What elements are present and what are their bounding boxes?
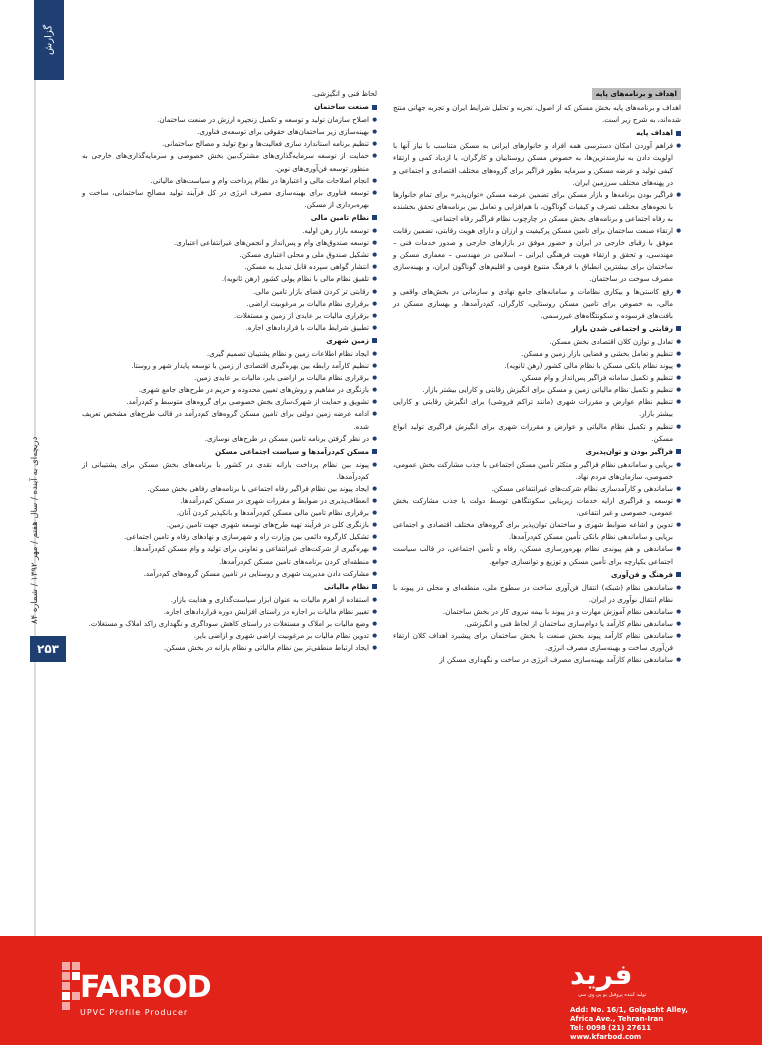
list-item: ● تنظیم و تکمیل نظام مالیاتی زمین و مسکن برای انگیزش رقابتی و کارایی بیشتر بازار. [393,384,681,396]
list-item: ● انجام اصلاحات مالی و اعتبارها در نظام پرداخت وام و سیاست‌های مالیاتی. [82,175,377,187]
list-item: ● استفاده از اهرم مالیات به عنوان ابزار سیاست‌گذاری و هدایت بازار. [82,594,377,606]
box-heading: اهداف و برنامه‌های پایه [592,88,681,100]
address-line: Tel: 0098 (21) 27611 [570,1024,652,1032]
list-item: ● ساماندهی نظام کارآمد بهینه‌سازی مصرف انرژی در ساخت و نگهداری مسکن از [393,654,681,666]
square-bullet-icon [372,584,377,589]
section-heading: زمین شهری [82,335,377,347]
square-bullet-icon [372,105,377,110]
right-column [393,88,681,666]
list-item: ● تنظیم و تکمیل نظام مالیاتی و عوارض و مقررات شهری برای انگیزش فراگیری تولید انواع مسکن. [393,421,681,445]
section-heading: رقابتی و اجتماعی شدن بازار [393,323,681,335]
magazine-issue-label: دریچه‌ای به آینده / سال هفتم / مهر ۱۳۹۲ / شماره ۸۴ [30,436,40,624]
list-item: ● توسعه فناوری برای بهینه‌سازی مصرف انرژی در کل فرآیند تولید مصالح ساختمانی، ساخت و بهره‌برداری از مسکن. [82,187,377,211]
list-item: ● ایجاد ارتباط منطقی‌تر بین نظام مالیاتی و نظام یارانه در بخش مسکن. [82,642,377,654]
list-item: ● تشکیل کارگروه دائمی بین وزارت راه و شهرسازی و نهادهای رفاه و تامین اجتماعی. [82,531,377,543]
list-item: ● پیوند نظام بانکی مسکن با نظام مالی کشور (رهن ثانویه). [393,360,681,372]
list-item: ● تنظیم و تکمیل سامانه فراگیر پس‌انداز و وام مسکن. [393,372,681,384]
list-item: ● تغییر نظام مالیات بر اجاره در راستای افزایش دوره قراردادهای اجاره. [82,606,377,618]
brand-name-latin: FARBOD [80,970,211,1005]
list-item: ● تنظیم کارآمد رابطه بین بهره‌گیری اقتصادی از زمین با توسعه پایدار شهر و روستا. [82,360,377,372]
list-item: ● برپایی و ساماندهی نظام فراگیر و متکثر تأمین مسکن اجتماعی با جذب مشارکت بخش عمومی، خصوصی، سازمان‌های مردم نهاد. [393,459,681,483]
left-column [82,88,377,654]
section-heading: فراگیر بودن و توان‌پذیری [393,446,681,458]
section-heading: نظام مالیاتی [82,581,377,593]
address-line: Africa Ave., Tehran-Iran [570,1015,664,1023]
brand-name-persian: فرید [570,958,633,991]
list-item: ● ساماندهی نظام کارآمد یا دوام‌سازی ساختمان از لحاظ فنی و انگیزشی. [393,618,681,630]
list-item: ● توسعه بازار رهن اولیه. [82,225,377,237]
list-item: ● اصلاح سازمان تولید و توسعه و تکمیل زنجیره ارزش در صنعت ساختمان. [82,114,377,126]
list-item: ● بهینه‌سازی زیر ساختمان‌های حقوقی برای توسعه‌ی فناوری. [82,126,377,138]
list-item: ● برقراری مالیات بر عایدی از زمین و مستغلات. [82,310,377,322]
section-heading: مسکن کم‌درآمدها و سیاست اجتماعی مسکن [82,446,377,458]
list-item: ● بازنگری کلی در فرآیند تهیه طرح‌های توسعه شهری جهت تامین زمین. [82,519,377,531]
list-item: ● انعطاف‌پذیری در ضوابط و مقررات شهری در مسکن کم‌درآمدها. [82,495,377,507]
list-item: ● رقابتی تر کردن فضای بازار تامین مالی. [82,286,377,298]
section-heading: اهداف پایه [393,127,681,139]
list-item: ● بهره‌گیری از شرکت‌های غیرانتفاعی و تعاونی برای تولید و وام مسکن کم‌درآمدها. [82,543,377,555]
list-item: ● برقراری نظام تامین مالی مسکن کم‌درآمدها و بانکپذیر کردن آنان. [82,507,377,519]
list-item: ● تنظیم برنامه استاندارد سازی فعالیت‌ها و نوع تولید و مصالح ساختمانی. [82,138,377,150]
list-item: ● مشارکت دادن مدیریت شهری و روستایی در تامین مسکن گروه‌های کم‌درآمد. [82,568,377,580]
list-item: ● تنظیم نظام عوارض و مقررات شهری (مانند تراکم فروشی) برای انگیزش رقابتی و کارایی بیشتر بازار. [393,396,681,420]
brand-tagline-persian: تولید کننده پروفیل یو پی وی سی [578,992,647,998]
section-heading: صنعت ساختمان [82,101,377,113]
continued-text: لحاظ فنی و انگیزشی. [311,89,377,98]
list-item: ● تدوین نظام مالیات بر مرغوبیت اراضی شهری و اراضی بایر. [82,630,377,642]
square-bullet-icon [372,338,377,343]
list-item: ● فراگیر بودن برنامه‌ها و بازار مسکن برای تضمین عرضه مسکن «توان‌پذیر» برای تمام خانوارها با نحوه‌های مختلف تصرف و کیفیات گوناگون، با هم‌افزایی و تعامل بین برنامه‌های تحقق بخشنده به رفاه اجتماعی و برنامه‌های بخش مسکن در چارچوب نظام فراگیر رفاه اجتماعی. [393,189,681,225]
list-item: ● برقراری نظام مالیات بر مرغوبیت اراضی. [82,298,377,310]
square-bullet-icon [372,215,377,220]
list-item: ● ارتقاء صنعت ساختمان برای تامین مسکن پرکیفیت و ارزان و دارای هویت رقابتی، تضمین رقابت موفق با رقبای خارجی در ایران و حضور موفق در بازارهای خارجی و صدور خدمات فنی – مهندسی، و تحقق و ارتقاء هویت فرهنگی ایرانی – اسلامی در مهندسی – معماری مسکن و ساختمان برای بیشترین انطباق با فرهنگ متنوع قومی و اقلیم‌های گوناگون ایران، و بهینه‌سازی مصرف سوخت در ساختمان. [393,225,681,285]
brand-tagline: UPVC Profile Producer [80,1008,189,1017]
square-bullet-icon [676,131,681,136]
list-item: ● تعادل و توازن کلان اقتصادی بخش مسکن. [393,336,681,348]
list-item: ● منطقه‌ای کردن برنامه‌های تامین مسکن کم‌درآمدها. [82,556,377,568]
list-item: ● ایجاد نظام اطلاعات زمین و نظام پشتیبان تصمیم گیری. [82,348,377,360]
square-bullet-icon [676,326,681,331]
section-heading: فرهنگ و فن‌آوری [393,569,681,581]
list-item: ● تشکیل صندوق ملی و محلی اعتباری مسکن. [82,249,377,261]
section-tab: گزارش [34,0,64,80]
company-address [570,1006,688,1042]
list-item: ● تدوین و اشاعه ضوابط شهری و ساختمان توان‌پذیر برای گروه‌های مختلف اقتصادی و اجتماعی برپایی و ساماندهی نظام بانکی تأمین مسکن کم‌درآمدها. [393,519,681,543]
section-heading: نظام تامین مالی [82,212,377,224]
list-item: ● رفع کاستی‌ها و بیکاری نظامات و سامانه‌های جامع نهادی و سازمانی در بخش‌های واقعی و مالی، به خصوص برای تامین مسکن روستایی، کارگران، کم‌درآمدها، و بهسازی مسکن در بافت‌های فرسوده و سکونتگاه‌های غیررسمی. [393,286,681,322]
list-item: ● توسعه صندوق‌های وام و پس‌انداز و انجمن‌های غیرانتفاعی اعتباری. [82,237,377,249]
list-item: ● ایجاد پیوند بین نظام فراگیر رفاه اجتماعی با برنامه‌های رفاهی بخش مسکن. [82,483,377,495]
list-item: ● تشویق و حمایت از شهرک‌سازی بخش خصوصی برای گروه‌های متوسط و کم‌درآمد. [82,396,377,408]
square-bullet-icon [676,449,681,454]
list-item: ● ساماندهی و هم پیوندی نظام بهره‌ورسازی مسکن، رفاه و تأمین اجتماعی، در قالب سیاست اجتماعی یکپارچه برای تأمین مسکن و توزیع و توانسازی جوامع. [393,543,681,567]
list-item: ● حمایت از توسعه سرمایه‌گذاری‌های مشترک‌بین بخش خصوصی و سرمایه‌گذاری‌های خارجی به منظور توسعه فن‌آوری‌های نوین. [82,150,377,174]
list-item: ● پیوند بین نظام پرداخت یارانه نقدی در کشور با برنامه‌های بخش مسکن برای پشتیبانی از کم‌درآمدها. [82,459,377,483]
list-item: ● فراهم آوردن امکان دسترسی همه افراد و خانوارهای ایرانی به مسکن متناسب با نیاز آنها با اولویت دادن به نیازمندترین‌ها، به خصوص مسکن روستاییان و کارگران، با ازدیاد کمی و ارتقاء کیفی تولید و عرضه مسکن و سرمایه بطور فراگیر برای گروه‌های مختلف اقتصادی و اجتماعی و در پهنه‌های مختلف سرزمین ایران. [393,140,681,188]
list-item: ● ساماندهی و کارآمدسازی نظام شرکت‌های غیرانتفاعی مسکن. [393,483,681,495]
list-item: ● ساماندهی نظام (شبکه) انتقال فن‌آوری ساخت در سطوح ملی، منطقه‌ای و محلی در پیوند با نظام انتقال نوآوری در ایران. [393,582,681,606]
list-item: ● تنظیم و تعامل بخشی و فضایی بازار زمین و مسکن. [393,348,681,360]
square-bullet-icon [372,449,377,454]
list-item: ● انتشار گواهی سپرده قابل تبدیل به مسکن. [82,261,377,273]
list-item: ● ادامه عرضه زمین دولتی برای تامین مسکن گروه‌های کم‌درآمد در قالب طرح‌های مشخص تعریف شده. [82,408,377,432]
list-item: ● توسعه و فراگیری ارایه خدمات زیربنایی سکونتگاهی توسط دولت با جذب مشارکت بخش عمومی، خصوصی و غیر انتفاعی. [393,495,681,519]
list-item: ● برقراری نظام مالیات بر اراضی بایر، مالیات بر عایدی زمین. [82,372,377,384]
page-number: ۲۵۳ [30,636,66,662]
list-item: ● بازنگری در مفاهیم و روش‌های تعیین محدوده و حریم در طرح‌های جامع شهری. [82,384,377,396]
list-item: ● وضع مالیات بر املاک و مستغلات در راستای کاهش سوداگری و نگهداری راکد املاک و مستغلات. [82,618,377,630]
address-line: Add: No. 16/1, Golgasht Alley, [570,1006,688,1014]
website-link[interactable]: www.kfarbod.com [570,1033,642,1041]
footer-advertisement [0,936,762,1045]
square-bullet-icon [676,572,681,577]
list-item: ● تطبیق شرایط مالیات با قراردادهای اجاره. [82,322,377,334]
list-item: ● ساماندهی نظام کارآمد پیوند بخش صنعت با بخش ساختمان برای پیشبرد اهداف کلان ارتقاء فن‌آوری ساخت و بهینه‌سازی مصرف انرژی. [393,630,681,654]
list-item: ● تلفیق نظام مالی با نظام پولی کشور (رهن ثانویه). [82,273,377,285]
intro-paragraph: اهداف و برنامه‌های پایه بخش مسکن که از اصول، تجربه و تحلیل شرایط ایران و تجربه جهانی منتج شده‌اند، به شرح زیر است. [393,103,681,125]
list-item: ● ساماندهی نظام آموزش مهارت و در پیوند با بیمه نیروی کار در بخش ساختمان. [393,606,681,618]
list-item: ● در نظر گرفتن برنامه تامین مسکن در طرح‌های نوسازی. [82,433,377,445]
